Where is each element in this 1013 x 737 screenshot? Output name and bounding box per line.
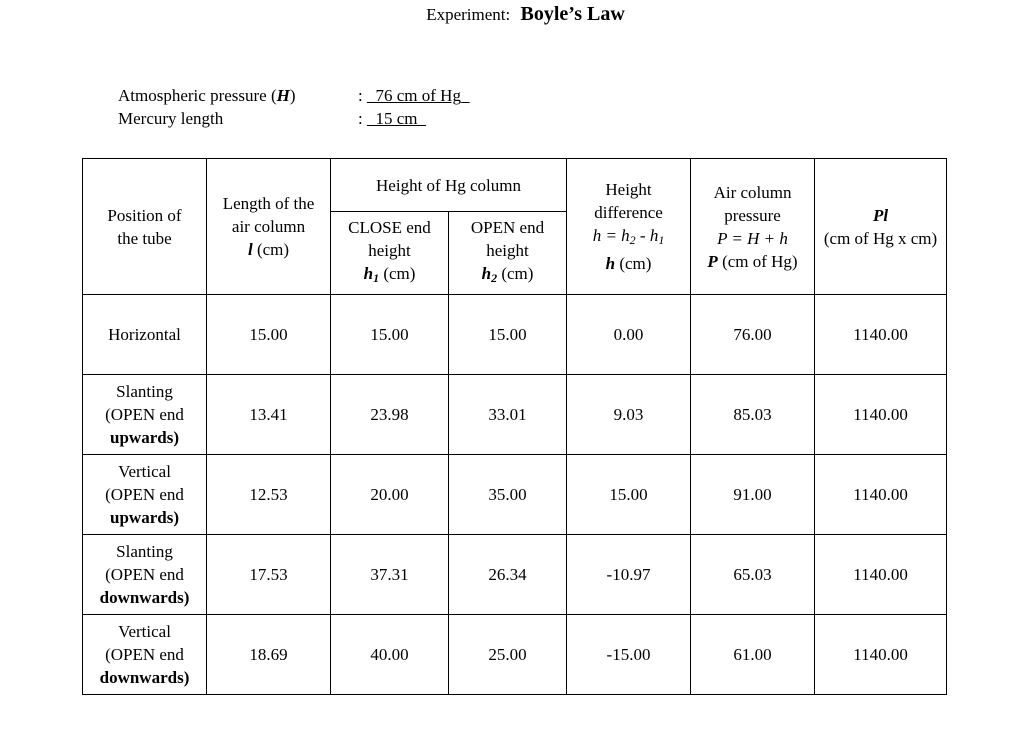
atm-label-var: H bbox=[276, 86, 290, 105]
header-hg-group: Height of Hg column bbox=[331, 159, 567, 212]
mercury-length-row bbox=[118, 109, 427, 129]
atm-sep: : bbox=[358, 86, 363, 105]
header-position: Position of the tube bbox=[83, 159, 207, 295]
cell-diff: 9.03 bbox=[567, 375, 691, 455]
cell-position: Vertical (OPEN end upwards) bbox=[83, 455, 207, 535]
table-body bbox=[83, 295, 947, 695]
cell-length: 13.41 bbox=[207, 375, 331, 455]
table-row bbox=[83, 375, 947, 455]
cell-pressure: 85.03 bbox=[691, 375, 815, 455]
cell-close: 15.00 bbox=[331, 295, 449, 375]
cell-pressure: 61.00 bbox=[691, 615, 815, 695]
header-close: CLOSE end height $h_1$ (cm) bbox=[331, 212, 449, 295]
cell-diff: -10.97 bbox=[567, 535, 691, 615]
table-row bbox=[83, 295, 947, 375]
table-row bbox=[83, 455, 947, 535]
cell-length: 12.53 bbox=[207, 455, 331, 535]
cell-pressure: 76.00 bbox=[691, 295, 815, 375]
header-pl: Pl (cm of Hg x cm) bbox=[815, 159, 947, 295]
cell-pl: 1140.00 bbox=[815, 375, 947, 455]
page-title bbox=[0, 3, 1013, 26]
cell-length: 17.53 bbox=[207, 535, 331, 615]
table-row bbox=[83, 535, 947, 615]
cell-pressure: 65.03 bbox=[691, 535, 815, 615]
atmospheric-pressure-row bbox=[118, 86, 470, 106]
header-pressure: Air column pressure P = H + h P (cm of Hg) bbox=[691, 159, 815, 295]
header-open: OPEN end height $h_2$ (cm) bbox=[449, 212, 567, 295]
cell-open: 25.00 bbox=[449, 615, 567, 695]
header-diff: Height difference $h = h_2 - h_1$ h (cm) bbox=[567, 159, 691, 295]
cell-close: 37.31 bbox=[331, 535, 449, 615]
header-row-1 bbox=[83, 159, 947, 212]
cell-position: Vertical (OPEN end downwards) bbox=[83, 615, 207, 695]
cell-position: Slanting (OPEN end downwards) bbox=[83, 535, 207, 615]
header-length: Length of the air column l (cm) bbox=[207, 159, 331, 295]
atm-value: _76 cm of Hg_ bbox=[366, 86, 470, 105]
title-prefix: Experiment: bbox=[426, 5, 511, 24]
cell-close: 20.00 bbox=[331, 455, 449, 535]
cell-open: 15.00 bbox=[449, 295, 567, 375]
cell-pl: 1140.00 bbox=[815, 295, 947, 375]
atm-label-pre: Atmospheric pressure ( bbox=[118, 86, 277, 105]
cell-pl: 1140.00 bbox=[815, 615, 947, 695]
cell-position: Horizontal bbox=[83, 295, 207, 375]
cell-pl: 1140.00 bbox=[815, 455, 947, 535]
cell-diff: -15.00 bbox=[567, 615, 691, 695]
cell-length: 18.69 bbox=[207, 615, 331, 695]
cell-close: 23.98 bbox=[331, 375, 449, 455]
atm-value-wrap bbox=[358, 86, 469, 106]
cell-open: 35.00 bbox=[449, 455, 567, 535]
cell-open: 26.34 bbox=[449, 535, 567, 615]
cell-position: Slanting (OPEN end upwards) bbox=[83, 375, 207, 455]
table-row bbox=[83, 615, 947, 695]
cell-pl: 1140.00 bbox=[815, 535, 947, 615]
results-table bbox=[82, 158, 947, 695]
cell-diff: 0.00 bbox=[567, 295, 691, 375]
cell-length: 15.00 bbox=[207, 295, 331, 375]
atm-label-post: ) bbox=[289, 86, 296, 105]
merc-value-wrap bbox=[358, 109, 426, 129]
cell-close: 40.00 bbox=[331, 615, 449, 695]
merc-value: _15 cm_ bbox=[366, 109, 427, 128]
merc-label: Mercury length bbox=[118, 109, 224, 128]
title-main: Boyle’s Law bbox=[520, 3, 625, 25]
merc-sep: : bbox=[358, 109, 363, 128]
cell-open: 33.01 bbox=[449, 375, 567, 455]
cell-pressure: 91.00 bbox=[691, 455, 815, 535]
cell-diff: 15.00 bbox=[567, 455, 691, 535]
